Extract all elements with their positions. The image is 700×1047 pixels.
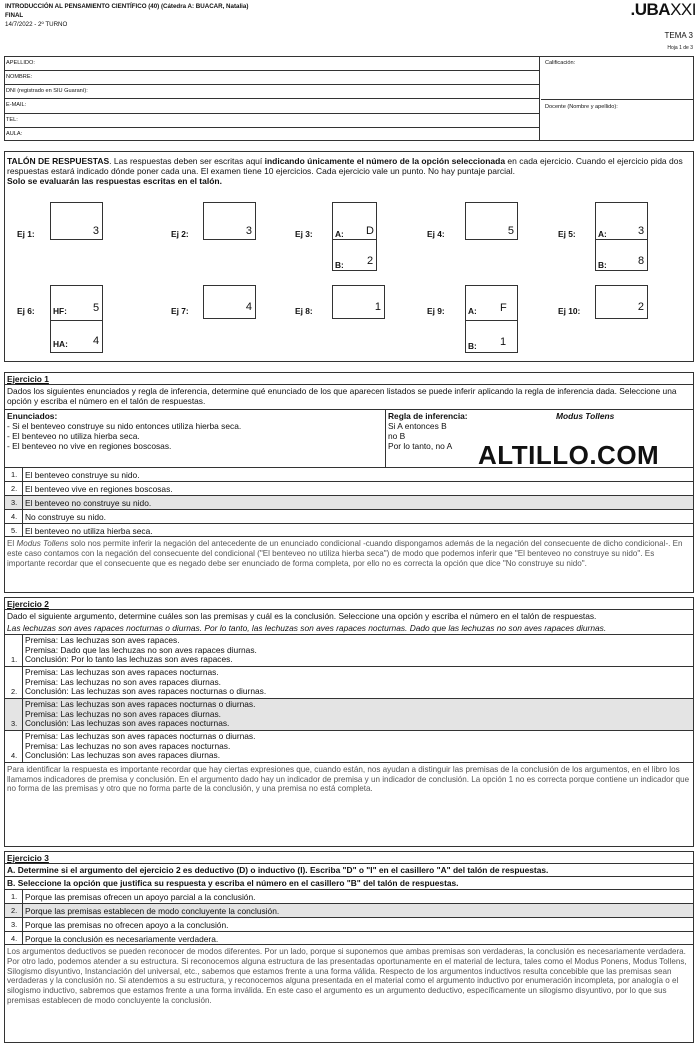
enunciado: - El benteveo no vive en regiones boscosas. xyxy=(7,441,172,452)
option-number: 3. xyxy=(5,918,23,931)
ej3-b-label: B: xyxy=(335,260,344,270)
exercise-1-instructions: Dados los siguientes enunciados y regla de inferencia, determine qué enunciado de los que aparecen listados se puede inferir aplicando la regla de inferencia dada. Seleccione una opción y escriba el número en el talón de respuestas. xyxy=(7,386,677,407)
ej1-answer: 3 xyxy=(92,225,99,237)
tema-label: TEMA 3 xyxy=(664,31,693,40)
uba-logo xyxy=(631,0,696,20)
ej1-answer-box[interactable] xyxy=(50,202,103,240)
option-line: Premisa: Las lechuzas no son aves rapaces diurnas. xyxy=(25,708,221,719)
exercise-2-title: Ejercicio 2 xyxy=(5,598,693,610)
logo-suffix: XXI xyxy=(670,0,696,19)
ej9-b-label: B: xyxy=(468,341,477,351)
id-field-email[interactable]: E-MAIL: xyxy=(5,99,539,113)
exercise-1 xyxy=(4,372,694,593)
option-text xyxy=(23,731,257,762)
option-line: Conclusión: Por lo tanto las lechuzas son aves rapaces. xyxy=(25,654,233,665)
logo-text: .UBA xyxy=(630,0,671,19)
expl-italic: Modus Tollens xyxy=(16,539,69,549)
option-number: 3. xyxy=(5,699,23,730)
regla-line: Por lo tanto, no A xyxy=(388,441,453,452)
regla-line: no B xyxy=(388,431,406,442)
option-line: Conclusión: Las lechuzas son aves rapaces diurnas. xyxy=(25,750,221,761)
option-line: Premisa: Las lechuzas son aves rapaces nocturnas o diurnas. xyxy=(25,699,256,710)
id-field-apellido[interactable]: APELLIDO: xyxy=(5,57,539,71)
exercise-2-explanation: Para identificar la respuesta es importante recordar que hay ciertas expresiones que, cuando están, nos ayudan a distinguir las premisas de la conclusión de los argumentos, en el libro los llamamos indicadores de premisa y conclusión. En el argumento dado hay un indicador de premisa y un indicador de conclusión. La opción 1 no es correcta porque contiene un indicador que no forma de las premisas y otro que no forma parte de la conclusión, y una premisa no está completa. xyxy=(7,765,690,794)
option-number: 2. xyxy=(5,482,23,495)
talon-text-2: en cada ejercicio. Cuando el ejercicio pida dos respuestas estará indicado dónde poner cada una. El examen tiene 10 ejercicios. Cada ejercicio vale un punto. No hay puntaje parcial. xyxy=(7,156,683,177)
option-line: Conclusión: Las lechuzas son aves rapaces nocturnas. xyxy=(25,718,230,729)
exercise-2-argument: Las lechuzas son aves rapaces nocturnas o diurnas. Por lo tanto, las lechuzas son aves rapaces nocturnas. Dado que las lechuzas no son aves rapaces diurnas. xyxy=(7,623,607,634)
ej2-answer: 3 xyxy=(245,225,252,237)
option-number: 5. xyxy=(5,524,23,536)
option-text xyxy=(23,667,268,698)
ej4-answer-box[interactable] xyxy=(465,202,518,240)
ej3-a-label: A: xyxy=(335,229,344,239)
ej5-b-label: B: xyxy=(598,260,607,270)
option-line: Premisa: Dado que las lechuzas no son aves rapaces diurnas. xyxy=(25,644,257,655)
enunciados-heading: Enunciados: xyxy=(7,411,58,422)
option-row[interactable] xyxy=(5,634,693,666)
exercise-3-part-b: B. Seleccione la opción que justifica su respuesta y escriba el número en el casillero "B" del talón de respuestas. xyxy=(5,876,693,889)
id-field-dni[interactable]: DNI (registrado en SIU Guaraní): xyxy=(5,85,539,99)
ej10-answer: 2 xyxy=(637,301,644,313)
ej2-answer-box[interactable] xyxy=(203,202,256,240)
option-row[interactable] xyxy=(5,481,693,495)
ej2-label: Ej 2: xyxy=(171,229,189,239)
answer-sheet xyxy=(4,151,694,362)
option-number: 2. xyxy=(5,667,23,698)
exercise-3-explanation: Los argumentos deductivos se pueden reconocer de modos diferentes. Por un lado, porque si suponemos que ambas premisas son verdaderas, la conclusión es necesariamente verdadera. Por otro lado, podemos atender a su estructura. Si reconocemos alguna estructura de las presentadas oportunamente en el material de lectura, tales como el Modus Ponens, Modus Tollens, Silogismo disyuntivo, Instanciación del universal, etc., sabemos que estamos frente a una forma válida. Respecto de los argumentos inductivos resulta concebible que las premisas sean verdaderas y la conclusión no. Si atendemos a su estructura, y reconocemos alguna presentada en el material como el argumento inductivo por enumeración incompleta, por analogía o el silogismo inductivo, sabremos que estamos frente a una forma inválida. En este caso el argumento es un argumento deductivo, específicamente un silogismo disyuntivo, por lo que sus premisas establecen de modo concluyente la conclusión. xyxy=(7,947,687,1005)
regla-line: Si A entonces B xyxy=(388,421,447,432)
answer-sheet-instructions xyxy=(7,156,687,187)
ej1-label: Ej 1: xyxy=(17,229,35,239)
regla-heading: Regla de inferencia: xyxy=(388,411,468,422)
ej10-label: Ej 10: xyxy=(558,306,581,316)
option-number: 4. xyxy=(5,932,23,944)
ej6-a-label: HF: xyxy=(53,306,67,316)
ej8-answer: 1 xyxy=(374,301,381,313)
option-text: Porque las premisas no ofrecen apoyo a la conclusión. xyxy=(25,920,229,931)
talon-heading: TALÓN DE RESPUESTAS xyxy=(7,156,110,166)
ej6-label: Ej 6: xyxy=(17,306,35,316)
option-row[interactable] xyxy=(5,931,693,945)
exercise-3-title: Ejercicio 3 xyxy=(5,852,693,864)
option-text xyxy=(23,699,257,730)
option-line: Premisa: Las lechuzas son aves rapaces nocturnas o diurnas. xyxy=(25,731,256,742)
option-text: No construye su nido. xyxy=(25,512,107,523)
talon-note: Solo se evaluarán las respuestas escritas en el talón. xyxy=(7,176,222,187)
option-text: El benteveo vive en regiones boscosas. xyxy=(25,484,173,495)
exercise-2 xyxy=(4,597,694,847)
ej9-a-label: A: xyxy=(468,306,477,316)
id-field-aula[interactable]: AULA: xyxy=(6,130,23,137)
option-number: 1. xyxy=(5,890,23,903)
enunciados-column xyxy=(5,410,386,467)
ej4-answer: 5 xyxy=(507,225,514,237)
option-line: Premisa: Las lechuzas no son aves rapaces diurnas. xyxy=(25,676,221,687)
ej6-a-answer: 5 xyxy=(93,302,100,314)
expl-text: El xyxy=(7,539,17,549)
option-number: 1. xyxy=(5,635,23,666)
ej3-a-answer: D xyxy=(366,225,374,237)
ej5-b-answer: 8 xyxy=(638,255,645,267)
ej3-b-answer: 2 xyxy=(367,255,374,267)
ej9-label: Ej 9: xyxy=(427,306,445,316)
option-row[interactable] xyxy=(5,666,693,698)
option-line: Premisa: Las lechuzas son aves rapaces nocturnas. xyxy=(25,667,219,678)
ej5-a-label: A: xyxy=(598,229,607,239)
option-text: Porque la conclusión es necesariamente verdadera. xyxy=(25,934,219,945)
option-row[interactable] xyxy=(5,509,693,523)
option-text: El benteveo construye su nido. xyxy=(25,470,140,481)
option-number: 4. xyxy=(5,731,23,762)
option-number: 1. xyxy=(5,468,23,481)
ej9-a-answer: F xyxy=(500,302,507,314)
ej5-label: Ej 5: xyxy=(558,229,576,239)
option-row-selected[interactable] xyxy=(5,495,693,509)
exam-date: 14/7/2022 - 2º TURNO xyxy=(5,20,68,28)
option-row[interactable] xyxy=(5,730,693,763)
option-row[interactable] xyxy=(5,917,693,931)
docente-label: Docente (Nombre y apellido): xyxy=(541,99,694,111)
option-text: El benteveo no utiliza hierba seca. xyxy=(25,526,153,537)
student-id-table xyxy=(4,56,694,141)
ej5-a-answer: 3 xyxy=(638,225,645,237)
option-number: 4. xyxy=(5,510,23,523)
option-line: Premisa: Las lechuzas son aves rapaces. xyxy=(25,635,180,646)
option-row-selected[interactable] xyxy=(5,903,693,917)
exercise-2-instructions: Dado el siguiente argumento, determine cuáles son las premisas y cuál es la conclusión. Seleccione una opción y escriba el número en el talón de respuestas. xyxy=(7,611,597,621)
ej6-b-label: HA: xyxy=(53,339,68,349)
ej8-label: Ej 8: xyxy=(295,306,313,316)
header xyxy=(5,0,696,56)
option-number: 3. xyxy=(5,496,23,509)
ej3-label: Ej 3: xyxy=(295,229,313,239)
talon-emphasis: indicando únicamente el número de la opción seleccionada xyxy=(264,156,506,166)
option-text: Porque las premisas establecen de modo concluyente la conclusión. xyxy=(25,906,280,917)
option-text: El benteveo no construye su nido. xyxy=(25,498,152,509)
ej7-answer: 4 xyxy=(245,301,252,313)
option-row-selected[interactable] xyxy=(5,698,693,730)
watermark: ALTILLO.COM xyxy=(478,440,660,470)
ej6-b-answer: 4 xyxy=(93,335,100,347)
calificacion-label: Calificación: xyxy=(545,60,576,66)
ej4-label: Ej 4: xyxy=(427,229,445,239)
page-counter: Hoja 1 de 3 xyxy=(667,45,693,51)
id-field-tel[interactable]: TEL: xyxy=(5,114,539,128)
course-title: INTRODUCCIÓN AL PENSAMIENTO CIENTÍFICO (40) (Cátedra A: BUACAR, Natalia) xyxy=(5,3,249,10)
option-text: Porque las premisas ofrecen un apoyo parcial a la conclusión. xyxy=(25,892,256,903)
option-number: 2. xyxy=(5,904,23,917)
option-text xyxy=(23,635,259,666)
id-fields xyxy=(5,57,540,140)
option-row[interactable] xyxy=(5,523,693,537)
enunciado: - Si el benteveo construye su nido entonces utiliza hierba seca. xyxy=(7,421,242,432)
exercise-3-part-a: A. Determine si el argumento del ejercicio 2 es deductivo (D) o inductivo (I). Escriba "D" o "I" en el casillero "A" del talón de respuestas. xyxy=(7,865,549,875)
ej9-b-answer: 1 xyxy=(500,336,507,348)
exam-type: FINAL xyxy=(5,11,24,19)
option-line: Premisa: Las lechuzas no son aves rapaces nocturnas. xyxy=(25,740,231,751)
ej10-answer-box[interactable] xyxy=(595,285,648,319)
exercise-3 xyxy=(4,851,694,1043)
regla-name: Modus Tollens xyxy=(556,411,615,422)
ej8-answer-box[interactable] xyxy=(332,285,385,319)
expl-text: solo nos permite inferir la negación del antecedente de un enunciado condicional -cuando dispongamos además de la negación del consecuente de dicho condicional-. En este caso contamos con la negación del consecuente del condicional ("El benteveo no utiliza hierba seca") de modo que podemos inferir que "El benteveo no construye su nido". Es importante recordar que el consecuente que es negado debe ser enunciado de forma completa, por ello no es correcta la opción que dice "No construye su nido". xyxy=(7,539,683,568)
exercise-1-title: Ejercicio 1 xyxy=(5,373,693,385)
exercise-1-explanation xyxy=(5,537,693,570)
ej7-label: Ej 7: xyxy=(171,306,189,316)
enunciado: - El benteveo no utiliza hierba seca. xyxy=(7,431,140,442)
id-field-nombre[interactable]: NOMBRE: xyxy=(5,71,539,85)
ej7-answer-box[interactable] xyxy=(203,285,256,319)
option-row[interactable] xyxy=(5,889,693,903)
talon-text-1: . Las respuestas deben ser escritas aquí xyxy=(109,156,265,166)
option-line: Conclusión: Las lechuzas son aves rapaces nocturnas o diurnas. xyxy=(25,686,267,697)
